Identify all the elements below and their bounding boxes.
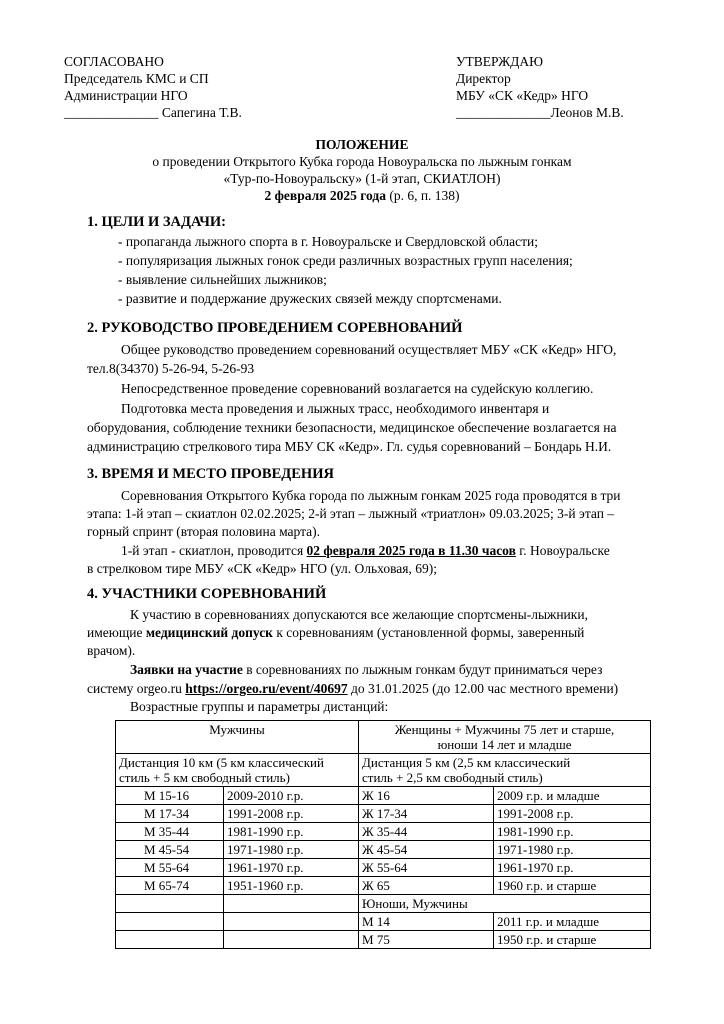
deadline-text: до 31.01.2025 (до 12.00 час местного времени) [347,681,619,696]
women-header-line-1: Женщины + Мужчины 75 лет и старше, [394,722,615,737]
men-group: М 15-16 [116,787,224,805]
section-2-heading: 2. РУКОВОДСТВО ПРОВЕДЕНИЕМ СОРЕВНОВАНИЙ [87,320,463,336]
doc-reference: (р. 6, п. 138) [385,188,460,203]
men-years: 1961-1970 г.р. [224,859,359,877]
women-header [359,721,651,754]
section-2-p2: Непосредственное проведение соревнований возлагается на судейскую коллегию. [121,381,594,396]
men-distance-line-1: Дистанция 10 км (5 км классический [119,755,324,770]
goal-item: - развитие и поддержание дружеских связей между спортсменами. [118,291,502,306]
approval-right-3: МБУ «СК «Кедр» НГО [456,88,589,103]
empty-cell [116,895,224,913]
section-2-p3b: оборудования, соблюдение техники безопасности, медицинское обеспечение возлагается на [87,420,617,435]
junior-years: 2011 г.р. и младше [494,913,651,931]
section-2-p1a: Общее руководство проведением соревнований осуществляет МБУ «СК «Кедр» НГО, [121,342,617,357]
women-years: 1960 г.р. и старше [494,877,651,895]
juniors-label-row [116,895,651,913]
section-4-heading: 4. УЧАСТНИКИ СОРЕВНОВАНИЙ [87,586,327,602]
goal-item: - выявление сильнейших лыжников; [118,272,327,287]
goal-item: - популяризация лыжных гонок среди различных возрастных групп населения; [118,253,573,268]
section-1-heading: 1. ЦЕЛИ И ЗАДАЧИ: [87,214,226,230]
section-4-p1c: врачом). [87,643,136,658]
applications-text: в соревнованиях по лыжным гонкам будут приниматься через [242,662,603,677]
men-years: 1991-2008 г.р. [224,805,359,823]
empty-cell [224,913,359,931]
section-3-p1c: горный спринт (вторая половина марта). [87,524,321,539]
approval-left-4: ______________ Сапегина Т.В. [64,105,242,120]
section-3-p1a: Соревнования Открытого Кубка города по лыжным гонкам 2025 года проводятся в три [121,488,621,503]
men-header-text: Мужчины [209,722,265,737]
section-3-heading: 3. ВРЕМЯ И МЕСТО ПРОВЕДЕНИЯ [87,466,334,482]
system-text: систему orgeo.ru [87,681,186,696]
section-4-p2 [130,661,602,678]
table-row [116,913,651,931]
section-3-p2b: в стрелковом тире МБУ «СК «Кедр» НГО (ул. Ольховая, 69); [87,561,437,576]
men-group: М 65-74 [116,877,224,895]
women-group: Ж 45-54 [359,841,494,859]
table-header-row [116,721,651,754]
approval-right-1: УТВЕРЖДАЮ [456,54,544,69]
doc-subtitle-2: «Тур-по-Новоуральску» (1-й этап, СКИАТЛОН) [223,171,501,186]
women-group: Ж 35-44 [359,823,494,841]
approval-left-1: СОГЛАСОВАНО [64,54,164,69]
men-years: 1981-1990 г.р. [224,823,359,841]
doc-title: ПОЛОЖЕНИЕ [315,137,409,152]
empty-cell [224,895,359,913]
empty-cell [116,913,224,931]
doc-date-line [0,187,724,204]
section-3-p1b: этапа: 1-й этап – скиатлон 02.02.2025; 2-й этап – лыжный «триатлон» 09.03.2025; 3-й этап – [87,506,615,521]
women-years: 1971-1980 г.р. [494,841,651,859]
approval-left-2: Председатель КМС и СП [64,71,209,86]
section-2-p3c: администрацию стрелкового тира МБУ СК «Кедр». Гл. судья соревнований – Бондарь Н.И. [87,439,612,454]
women-years: 1991-2008 г.р. [494,805,651,823]
goal-item: - пропаганда лыжного спорта в г. Новоуральске и Свердловской области; [118,234,539,249]
admission-text: имеющие [87,625,146,640]
section-2-p3a: Подготовка места проведения и лыжных трасс, необходимого инвентаря и [121,401,550,416]
table-row [116,877,651,895]
table-row [116,823,651,841]
age-groups-table [115,720,651,949]
men-group: М 17-34 [116,805,224,823]
orgeo-link[interactable]: https://orgeo.ru/event/40697 [185,681,348,696]
men-header [116,721,359,754]
table-row [116,859,651,877]
table-row [116,787,651,805]
doc-subtitle-1: о проведении Открытого Кубка города Новоуральска по лыжным гонкам [152,154,572,169]
juniors-label: Юноши, Мужчины [359,895,651,913]
women-distance-line-1: Дистанция 5 км (2,5 км классический [362,755,571,770]
empty-cell [224,931,359,949]
men-years: 1971-1980 г.р. [224,841,359,859]
distance-row [116,754,651,787]
men-distance-line-2: стиль + 5 км свободный стиль) [119,770,290,785]
table-row [116,931,651,949]
women-group: Ж 16 [359,787,494,805]
women-years: 2009 г.р. и младше [494,787,651,805]
section-4-p3: Возрастные группы и параметры дистанций: [130,699,389,714]
section-3-p2 [121,542,610,559]
women-distance-line-2: стиль + 2,5 км свободный стиль) [362,770,543,785]
men-group: М 55-64 [116,859,224,877]
women-group: Ж 17-34 [359,805,494,823]
table-row [116,805,651,823]
section-4-p2b [87,680,618,697]
women-group: Ж 55-64 [359,859,494,877]
empty-cell [116,931,224,949]
section-4-p1a: К участию в соревнованиях допускаются все желающие спортсмены-лыжники, [130,607,588,622]
men-distance [116,754,359,787]
doc-date: 2 февраля 2025 года [264,188,386,203]
men-group: М 45-54 [116,841,224,859]
women-distance [359,754,651,787]
medical-admission: медицинский допуск [145,625,273,640]
women-header-line-2: юноши 14 лет и младше [437,737,572,752]
approval-left-3: Администрации НГО [64,88,188,103]
men-years: 2009-2010 г.р. [224,787,359,805]
women-group: Ж 65 [359,877,494,895]
men-years: 1951-1960 г.р. [224,877,359,895]
stage-1-place: г. Новоуральске [515,543,610,558]
table-row [116,841,651,859]
veteran-group: М 75 [359,931,494,949]
approval-right-2: Директор [456,71,511,86]
junior-group: М 14 [359,913,494,931]
veteran-years: 1950 г.р. и старше [494,931,651,949]
section-2-p1b: тел.8(34370) 5-26-94, 5-26-93 [87,361,255,376]
admission-text-end: к соревнованиям (установленной формы, заверенный [272,625,585,640]
approval-right-4: ______________Леонов М.В. [456,105,624,120]
stage-1-text: 1-й этап - скиатлон, проводится [121,543,307,558]
stage-1-date: 02 февраля 2025 года в 11.30 часов [306,543,516,558]
women-years: 1961-1970 г.р. [494,859,651,877]
women-years: 1981-1990 г.р. [494,823,651,841]
applications-label: Заявки на участие [130,662,243,677]
men-group: М 35-44 [116,823,224,841]
section-4-p1b [87,624,584,641]
